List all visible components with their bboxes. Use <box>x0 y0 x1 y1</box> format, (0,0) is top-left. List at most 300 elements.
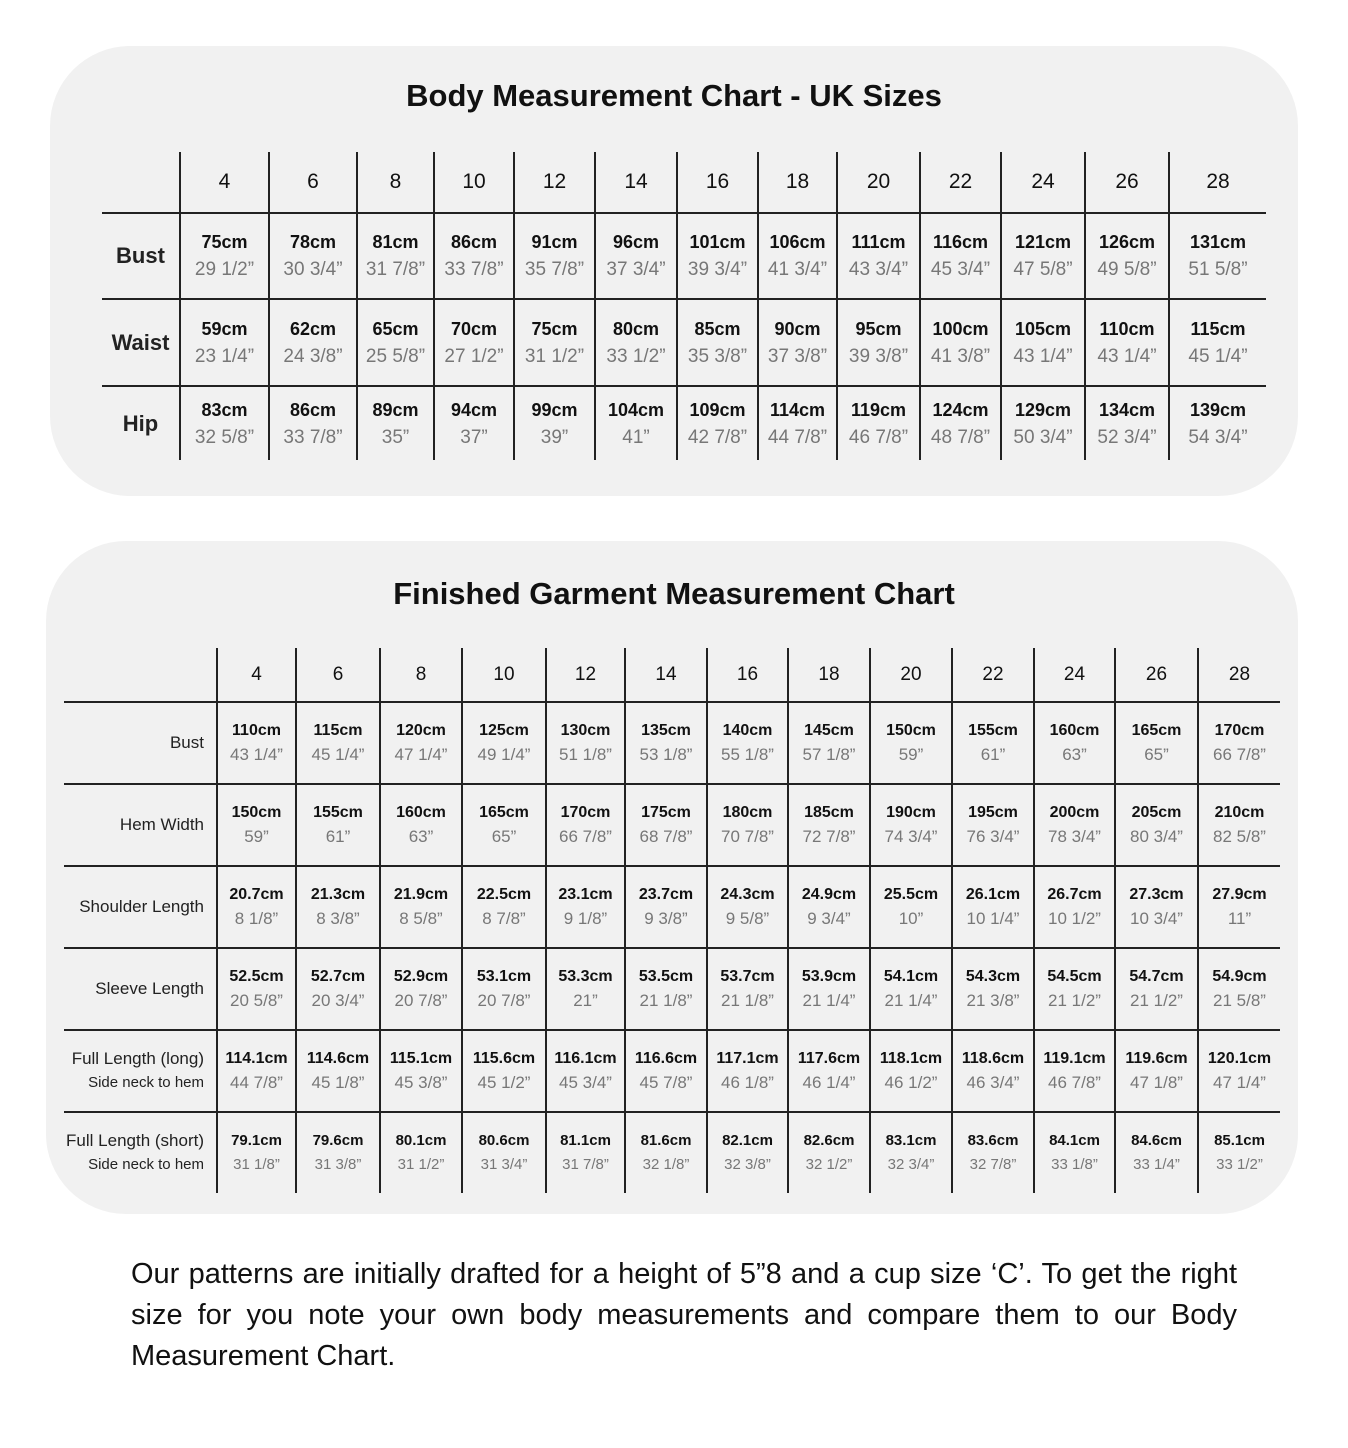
measurement-inch: 33 1/2” <box>606 345 666 367</box>
measurement-cm: 116.1cm <box>554 1050 617 1067</box>
measurement-inch: 43 1/4” <box>1013 345 1073 367</box>
measurement-inch: 9 3/4” <box>807 909 851 928</box>
measurement-cm: 53.7cm <box>720 968 775 985</box>
size-header: 20 <box>870 648 952 702</box>
measurement-cm: 118.6cm <box>961 1050 1025 1067</box>
measurement-cell <box>462 1030 546 1112</box>
measurement-inch: 80 3/4” <box>1130 827 1183 846</box>
measurement-cm: 79.1cm <box>231 1132 282 1149</box>
measurement-cm: 59cm <box>201 318 248 339</box>
measurement-inch: 31 1/2” <box>397 1156 445 1173</box>
measurement-cm: 54.7cm <box>1129 968 1184 985</box>
measurement-cm: 139cm <box>1189 399 1247 420</box>
measurement-cm: 82.6cm <box>803 1132 855 1149</box>
row-label <box>64 784 217 866</box>
measurement-cell <box>380 1112 462 1193</box>
measurement-cell <box>380 702 462 784</box>
table-row <box>102 213 1266 299</box>
measurement-inch: 32 1/2” <box>805 1156 853 1173</box>
measurement-cell <box>1169 213 1266 299</box>
measurement-cell <box>952 784 1034 866</box>
measurement-cell <box>296 784 380 866</box>
measurement-inch: 9 1/8” <box>563 909 608 928</box>
measurement-cm: 96cm <box>612 232 660 252</box>
measurement-inch: 9 3/8” <box>644 909 688 928</box>
measurement-cm: 170cm <box>560 804 611 821</box>
measurement-cm: 145cm <box>804 722 854 739</box>
measurement-cell <box>434 213 514 299</box>
measurement-cm: 165cm <box>479 804 529 821</box>
measurement-cm: 175cm <box>641 804 691 821</box>
size-header: 6 <box>296 648 380 702</box>
measurement-inch: 63” <box>1062 745 1087 764</box>
measurement-cell <box>920 213 1001 299</box>
measurement-cm: 52.9cm <box>393 968 449 985</box>
measurement-cell <box>1001 299 1085 386</box>
size-header: 14 <box>625 648 707 702</box>
measurement-inch: 65” <box>1144 745 1169 764</box>
table-row <box>64 866 1280 948</box>
measurement-cell <box>1198 866 1280 948</box>
measurement-inch: 43 1/4” <box>1097 345 1157 367</box>
measurement-cm: 190cm <box>886 804 936 821</box>
measurement-cell <box>357 213 434 299</box>
measurement-cell <box>1085 213 1169 299</box>
measurement-inch: 45 3/4” <box>559 1073 612 1092</box>
size-header: 20 <box>837 152 920 213</box>
measurement-cell <box>677 299 758 386</box>
measurement-cm: 170cm <box>1214 722 1265 739</box>
measurement-inch: 66 7/8” <box>559 827 612 846</box>
measurement-inch: 11” <box>1227 909 1252 928</box>
row-label-text: Sleeve Length <box>95 979 204 998</box>
measurement-inch: 24 3/8” <box>283 345 343 367</box>
measurement-cell <box>1169 299 1266 386</box>
measurement-cell <box>357 299 434 386</box>
measurement-cm: 129cm <box>1014 399 1072 420</box>
measurement-inch: 59” <box>244 827 269 846</box>
measurement-cell <box>1085 386 1169 460</box>
measurement-cm: 62cm <box>289 318 337 339</box>
measurement-inch: 32 3/8” <box>724 1156 771 1173</box>
measurement-inch: 21 1/2” <box>1048 991 1101 1010</box>
measurement-inch: 32 5/8” <box>194 426 255 448</box>
measurement-cm: 22.5cm <box>476 886 532 903</box>
measurement-cm: 89cm <box>372 399 419 420</box>
measurement-inch: 8 5/8” <box>399 909 443 928</box>
measurement-cell <box>546 1030 625 1112</box>
size-header: 24 <box>1001 152 1085 213</box>
measurement-cm: 27.9cm <box>1212 886 1267 903</box>
measurement-cm: 117.6cm <box>797 1050 861 1067</box>
measurement-inch: 49 1/4” <box>477 745 531 764</box>
measurement-inch: 45 1/4” <box>1188 345 1248 367</box>
measurement-cm: 119cm <box>850 399 907 420</box>
measurement-inch: 52 3/4” <box>1097 426 1157 448</box>
measurement-cm: 106cm <box>769 232 826 252</box>
measurement-cm: 53.3cm <box>558 968 613 985</box>
measurement-inch: 42 7/8” <box>687 426 748 448</box>
measurement-inch: 32 7/8” <box>969 1156 1017 1173</box>
measurement-cell <box>1115 1030 1198 1112</box>
measurement-inch: 37” <box>460 426 488 448</box>
row-label-text: Bust <box>169 733 204 752</box>
measurement-cm: 155cm <box>313 804 363 821</box>
measurement-cm: 119.6cm <box>1125 1050 1188 1067</box>
measurement-inch: 45 1/8” <box>311 1073 365 1092</box>
measurement-inch: 57 1/8” <box>802 745 856 764</box>
measurement-cm: 53.9cm <box>801 968 857 985</box>
measurement-cm: 160cm <box>1049 722 1100 739</box>
measurement-cell <box>707 702 788 784</box>
measurement-cm: 75cm <box>531 318 578 339</box>
measurement-inch: 10 1/4” <box>966 909 1020 928</box>
table-row <box>64 948 1280 1030</box>
measurement-cell <box>357 386 434 460</box>
measurement-cell <box>758 213 837 299</box>
size-header: 16 <box>677 152 758 213</box>
measurement-cell <box>788 1030 870 1112</box>
measurement-cell <box>1169 386 1266 460</box>
measurement-inch: 51 5/8” <box>1188 259 1248 280</box>
measurement-inch: 21 1/4” <box>884 991 938 1010</box>
measurement-cm: 54.3cm <box>965 968 1021 985</box>
measurement-cm: 81.1cm <box>560 1132 611 1149</box>
measurement-cell <box>434 386 514 460</box>
measurement-cell <box>677 386 758 460</box>
size-header: 12 <box>546 648 625 702</box>
measurement-cell <box>595 213 677 299</box>
row-label-text: Full Length (long) <box>71 1049 204 1068</box>
measurement-inch: 10 1/2” <box>1048 909 1101 928</box>
measurement-inch: 10” <box>898 909 924 928</box>
measurement-cell <box>380 1030 462 1112</box>
measurement-cm: 83.1cm <box>885 1132 937 1149</box>
measurement-cell <box>296 948 380 1030</box>
measurement-cell <box>870 784 952 866</box>
measurement-cm: 21.9cm <box>393 886 449 903</box>
row-label <box>64 1112 217 1193</box>
measurement-inch: 46 7/8” <box>1048 1073 1101 1092</box>
measurement-cm: 114.1cm <box>225 1050 288 1067</box>
measurement-cm: 165cm <box>1131 722 1182 739</box>
measurement-cm: 101cm <box>689 232 746 252</box>
measurement-cm: 109cm <box>689 399 746 420</box>
measurement-cm: 27.3cm <box>1129 886 1184 903</box>
row-label <box>64 1030 217 1112</box>
body-chart-title: Body Measurement Chart - UK Sizes <box>406 78 942 113</box>
measurement-cell <box>707 1030 788 1112</box>
body-measurement-table <box>102 152 1266 460</box>
measurement-cell <box>296 1112 380 1193</box>
measurement-cm: 114.6cm <box>306 1050 370 1067</box>
measurement-cm: 115cm <box>313 722 363 739</box>
measurement-cell <box>625 1112 707 1193</box>
measurement-cm: 205cm <box>1131 804 1182 821</box>
measurement-cm: 26.7cm <box>1047 886 1102 903</box>
measurement-cell <box>1034 948 1115 1030</box>
measurement-inch: 46 1/4” <box>802 1073 856 1092</box>
measurement-cm: 131cm <box>1189 232 1247 252</box>
measurement-cell <box>952 1112 1034 1193</box>
size-header: 26 <box>1115 648 1198 702</box>
measurement-cell <box>269 386 357 460</box>
measurement-inch: 51 1/8” <box>559 745 612 764</box>
measurement-cm: 78cm <box>289 232 337 252</box>
measurement-inch: 49 5/8” <box>1097 259 1157 280</box>
measurement-cm: 24.3cm <box>720 886 775 903</box>
measurement-inch: 59” <box>898 745 924 764</box>
measurement-inch: 45 7/8” <box>639 1073 693 1092</box>
measurement-cell <box>788 948 870 1030</box>
measurement-inch: 46 7/8” <box>848 426 909 448</box>
measurement-inch: 37 3/4” <box>606 259 666 280</box>
measurement-cm: 85.1cm <box>1214 1132 1265 1149</box>
measurement-cell <box>595 386 677 460</box>
row-sublabel-text: Side neck to hem <box>88 1074 204 1091</box>
measurement-cell <box>952 1030 1034 1112</box>
measurement-cell <box>462 1112 546 1193</box>
measurement-inch: 45 1/4” <box>311 745 365 764</box>
size-header: 4 <box>217 648 296 702</box>
table-corner <box>64 648 217 702</box>
measurement-cell <box>870 702 952 784</box>
measurement-cm: 53.1cm <box>476 968 532 985</box>
measurement-inch: 72 7/8” <box>802 827 856 846</box>
measurement-inch: 31 1/2” <box>524 345 585 367</box>
measurement-cell <box>758 386 837 460</box>
measurement-inch: 21” <box>573 991 598 1010</box>
measurement-cm: 104cm <box>607 399 665 420</box>
measurement-inch: 33 1/2” <box>1216 1156 1263 1173</box>
measurement-inch: 21 1/2” <box>1130 991 1183 1010</box>
measurement-cm: 54.5cm <box>1047 968 1102 985</box>
measurement-cm: 210cm <box>1214 804 1265 821</box>
measurement-cm: 130cm <box>560 722 611 739</box>
measurement-cell <box>296 702 380 784</box>
measurement-cm: 116cm <box>932 232 989 252</box>
measurement-inch: 43 1/4” <box>230 745 283 764</box>
measurement-cm: 160cm <box>396 804 446 821</box>
measurement-inch: 31 3/8” <box>314 1156 362 1173</box>
measurement-cm: 135cm <box>641 722 691 739</box>
measurement-cell <box>1001 386 1085 460</box>
measurement-cm: 155cm <box>968 722 1018 739</box>
measurement-cm: 54.9cm <box>1212 968 1267 985</box>
measurement-cell <box>1085 299 1169 386</box>
measurement-cell <box>217 948 296 1030</box>
measurement-cm: 150cm <box>886 722 936 739</box>
measurement-inch: 74 3/4” <box>884 827 938 846</box>
measurement-cell <box>546 1112 625 1193</box>
measurement-inch: 45 3/4” <box>930 259 991 280</box>
measurement-inch: 21 1/8” <box>639 991 693 1010</box>
measurement-cm: 105cm <box>1014 318 1072 339</box>
measurement-inch: 44 7/8” <box>230 1073 283 1092</box>
size-header: 22 <box>952 648 1034 702</box>
measurement-cell <box>514 386 595 460</box>
measurement-inch: 63” <box>408 827 434 846</box>
measurement-cm: 180cm <box>722 804 773 821</box>
size-header: 8 <box>380 648 462 702</box>
measurement-inch: 53 1/8” <box>639 745 693 764</box>
size-header: 10 <box>462 648 546 702</box>
measurement-inch: 33 7/8” <box>444 259 504 280</box>
measurement-cm: 95cm <box>855 318 902 339</box>
measurement-cm: 20.7cm <box>229 886 284 903</box>
measurement-cell <box>269 213 357 299</box>
measurement-cell <box>1034 1112 1115 1193</box>
row-label-text: Hem Width <box>119 815 204 834</box>
measurement-cm: 120cm <box>396 722 446 739</box>
measurement-inch: 41” <box>622 426 650 448</box>
measurement-inch: 33 1/8” <box>1051 1156 1098 1173</box>
measurement-cell <box>758 299 837 386</box>
measurement-inch: 41 3/8” <box>930 345 991 367</box>
measurement-inch: 47 1/8” <box>1130 1073 1183 1092</box>
measurement-cell <box>707 866 788 948</box>
measurement-cell <box>952 702 1034 784</box>
measurement-cm: 119.1cm <box>1043 1050 1106 1067</box>
measurement-cell <box>1115 784 1198 866</box>
measurement-cm: 79.6cm <box>312 1132 364 1149</box>
measurement-cell <box>625 948 707 1030</box>
measurement-inch: 39 3/8” <box>848 345 909 367</box>
measurement-cell <box>269 299 357 386</box>
measurement-cell <box>180 213 269 299</box>
measurement-cell <box>1198 784 1280 866</box>
measurement-inch: 48 7/8” <box>930 426 991 448</box>
measurement-cell <box>788 784 870 866</box>
measurement-inch: 35 7/8” <box>524 259 585 280</box>
table-row <box>102 299 1266 386</box>
row-label-text: Shoulder Length <box>79 897 204 916</box>
measurement-cell <box>625 702 707 784</box>
measurement-inch: 55 1/8” <box>721 745 774 764</box>
measurement-inch: 20 5/8” <box>230 991 283 1010</box>
measurement-inch: 76 3/4” <box>966 827 1020 846</box>
measurement-cell <box>788 702 870 784</box>
measurement-cm: 126cm <box>1098 232 1156 252</box>
measurement-inch: 8 1/8” <box>234 909 279 928</box>
measurement-cm: 140cm <box>722 722 773 739</box>
measurement-cm: 121cm <box>1014 232 1072 252</box>
measurement-cell <box>1115 866 1198 948</box>
size-header: 28 <box>1169 152 1266 213</box>
measurement-cm: 115.1cm <box>389 1050 453 1067</box>
measurement-cell <box>707 784 788 866</box>
measurement-cm: 25.5cm <box>883 886 939 903</box>
measurement-inch: 47 1/4” <box>1213 1073 1266 1092</box>
measurement-inch: 82 5/8” <box>1213 827 1266 846</box>
measurement-cm: 23.7cm <box>638 886 694 903</box>
size-header: 14 <box>595 152 677 213</box>
measurement-inch: 21 1/8” <box>721 991 774 1010</box>
measurement-cell <box>1034 702 1115 784</box>
measurement-cell <box>1115 702 1198 784</box>
table-corner <box>102 152 180 213</box>
measurement-cell <box>462 702 546 784</box>
measurement-cell <box>1034 866 1115 948</box>
measurement-cm: 200cm <box>1049 804 1100 821</box>
measurement-cell <box>514 299 595 386</box>
measurement-cm: 81cm <box>372 232 419 252</box>
measurement-inch: 33 7/8” <box>283 426 343 448</box>
measurement-cm: 90cm <box>774 318 821 339</box>
size-header: 26 <box>1085 152 1169 213</box>
measurement-inch: 32 3/4” <box>887 1156 935 1173</box>
measurement-cell <box>546 948 625 1030</box>
measurement-cm: 115cm <box>1190 318 1246 339</box>
measurement-cm: 94cm <box>450 399 498 420</box>
measurement-inch: 39” <box>540 426 569 448</box>
measurement-cm: 81.6cm <box>640 1132 692 1149</box>
measurement-cm: 84.1cm <box>1049 1132 1100 1149</box>
measurement-cell <box>546 702 625 784</box>
measurement-cell <box>217 784 296 866</box>
measurement-cm: 65cm <box>372 318 419 339</box>
size-header: 18 <box>758 152 837 213</box>
measurement-cell <box>434 299 514 386</box>
measurement-cm: 115.6cm <box>472 1050 536 1067</box>
table-row <box>64 784 1280 866</box>
row-sublabel-text: Side neck to hem <box>88 1156 204 1173</box>
measurement-cm: 83cm <box>201 399 248 420</box>
row-label-text: Waist <box>111 329 170 355</box>
measurement-cm: 23.1cm <box>558 886 613 903</box>
measurement-cm: 91cm <box>531 232 578 252</box>
measurement-inch: 30 3/4” <box>283 259 343 280</box>
measurement-cm: 80cm <box>612 318 660 339</box>
measurement-cm: 52.5cm <box>229 968 284 985</box>
measurement-cm: 111cm <box>851 232 906 252</box>
measurement-inch: 27 1/2” <box>444 345 504 367</box>
measurement-inch: 25 5/8” <box>365 345 426 367</box>
measurement-cell <box>788 866 870 948</box>
measurement-cell <box>1001 213 1085 299</box>
measurement-inch: 21 1/4” <box>802 991 856 1010</box>
measurement-cell <box>217 702 296 784</box>
measurement-inch: 61” <box>980 745 1006 764</box>
measurement-cell <box>1115 948 1198 1030</box>
measurement-inch: 44 7/8” <box>767 426 828 448</box>
measurement-cm: 195cm <box>968 804 1018 821</box>
measurement-cm: 53.5cm <box>638 968 694 985</box>
measurement-cell <box>462 784 546 866</box>
measurement-inch: 35 3/8” <box>687 345 748 367</box>
measurement-cell <box>217 1030 296 1112</box>
measurement-inch: 8 7/8” <box>482 909 526 928</box>
measurement-cell <box>595 299 677 386</box>
row-label <box>102 213 180 299</box>
measurement-cell <box>707 948 788 1030</box>
size-header: 6 <box>269 152 357 213</box>
size-header: 16 <box>707 648 788 702</box>
measurement-inch: 54 3/4” <box>1188 426 1248 448</box>
measurement-inch: 39 3/4” <box>687 259 748 280</box>
measurement-inch: 47 5/8” <box>1013 259 1073 280</box>
row-label <box>102 299 180 386</box>
measurement-cm: 114cm <box>769 399 826 420</box>
size-header: 12 <box>514 152 595 213</box>
measurement-inch: 66 7/8” <box>1213 745 1266 764</box>
measurement-inch: 45 1/2” <box>477 1073 531 1092</box>
measurement-inch: 46 3/4” <box>966 1073 1020 1092</box>
row-label-text: Hip <box>122 410 159 436</box>
measurement-cm: 52.7cm <box>310 968 366 985</box>
measurement-inch: 31 7/8” <box>365 259 426 280</box>
measurement-cell <box>952 948 1034 1030</box>
